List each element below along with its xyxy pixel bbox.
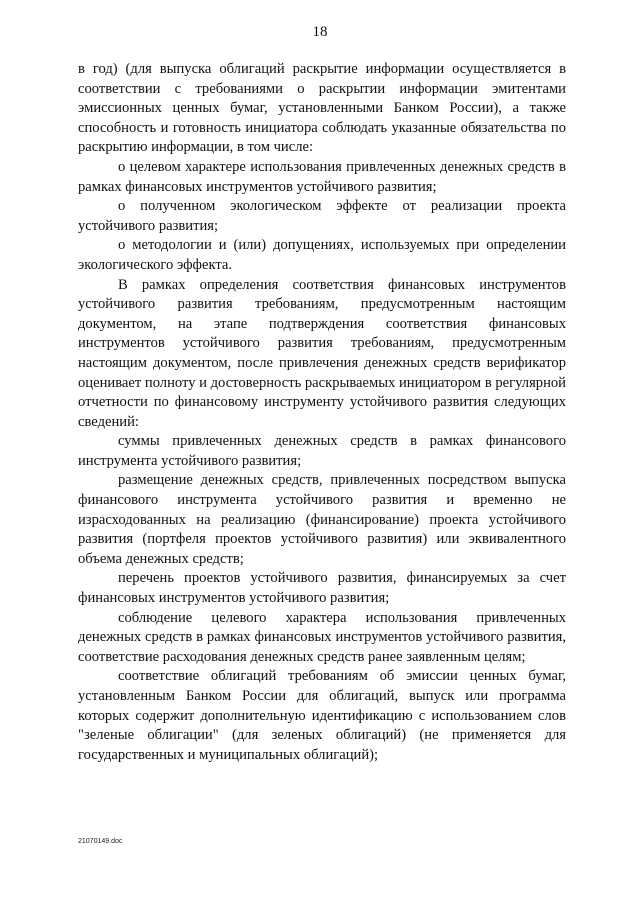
paragraph: о методологии и (или) допущениях, используемых при определении экологического эффекта.: [78, 237, 566, 273]
paragraph: о полученном экологическом эффекте от реализации проекта устойчивого развития;: [78, 198, 566, 234]
paragraph: в год) (для выпуска облигаций раскрытие информации осуществляется в соответствии с требованиями о раскрытии информации эмитентами эмиссионных ценных бумаг, установленными Банком России), а также способность и готовность инициатора соблюдать указанные обязательства по раскрытию информации, в том числе:: [78, 61, 566, 156]
paragraph: соответствие облигаций требованиям об эмиссии ценных бумаг, установленным Банком России для облигаций, выпуск или программа которых содержит дополнительную идентификацию с использованием слов "зеленые облигации" (для зеленых облигаций) (не применяется для государственных и муниципальных облигаций);: [78, 668, 566, 763]
paragraph: соблюдение целевого характера использования привлеченных денежных средств в рамках финансовых инструментов устойчивого развития, соответствие расходования денежных средств ранее заявленным целям;: [78, 609, 566, 665]
paragraph: суммы привлеченных денежных средств в рамках финансового инструмента устойчивого развития;: [78, 433, 566, 469]
file-name-footer: 21070149.doc: [78, 838, 123, 845]
paragraph: перечень проектов устойчивого развития, финансируемых за счет финансовых инструментов устойчивого развития;: [78, 570, 566, 607]
page-number: 18: [312, 24, 328, 40]
paragraph: В рамках определения соответствия финансовых инструментов устойчивого развития требованиям, предусмотренным настоящим документом, на этапе подтверждения соответствия финансовых инструментов устойчивого развития требованиям, предусмотренным настоящим документом, после привлечения денежных средств верификатор оценивает полноту и достоверность раскрываемых инициатором в регулярной отчетности по финансовому инструменту устойчивого развития следующих сведений:: [78, 276, 566, 430]
paragraph: о целевом характере использования привлеченных денежных средств в рамках финансовых инструментов устойчивого развития;: [78, 158, 566, 195]
document-body: [78, 60, 566, 765]
paragraph: размещение денежных средств, привлеченных посредством выпуска финансового инструмента устойчивого развития и временно не израсходованных на реализацию (финансирование) проекта устойчивого развития (портфеля проектов устойчивого развития) или эквивалентного объема денежных средств;: [78, 472, 566, 567]
